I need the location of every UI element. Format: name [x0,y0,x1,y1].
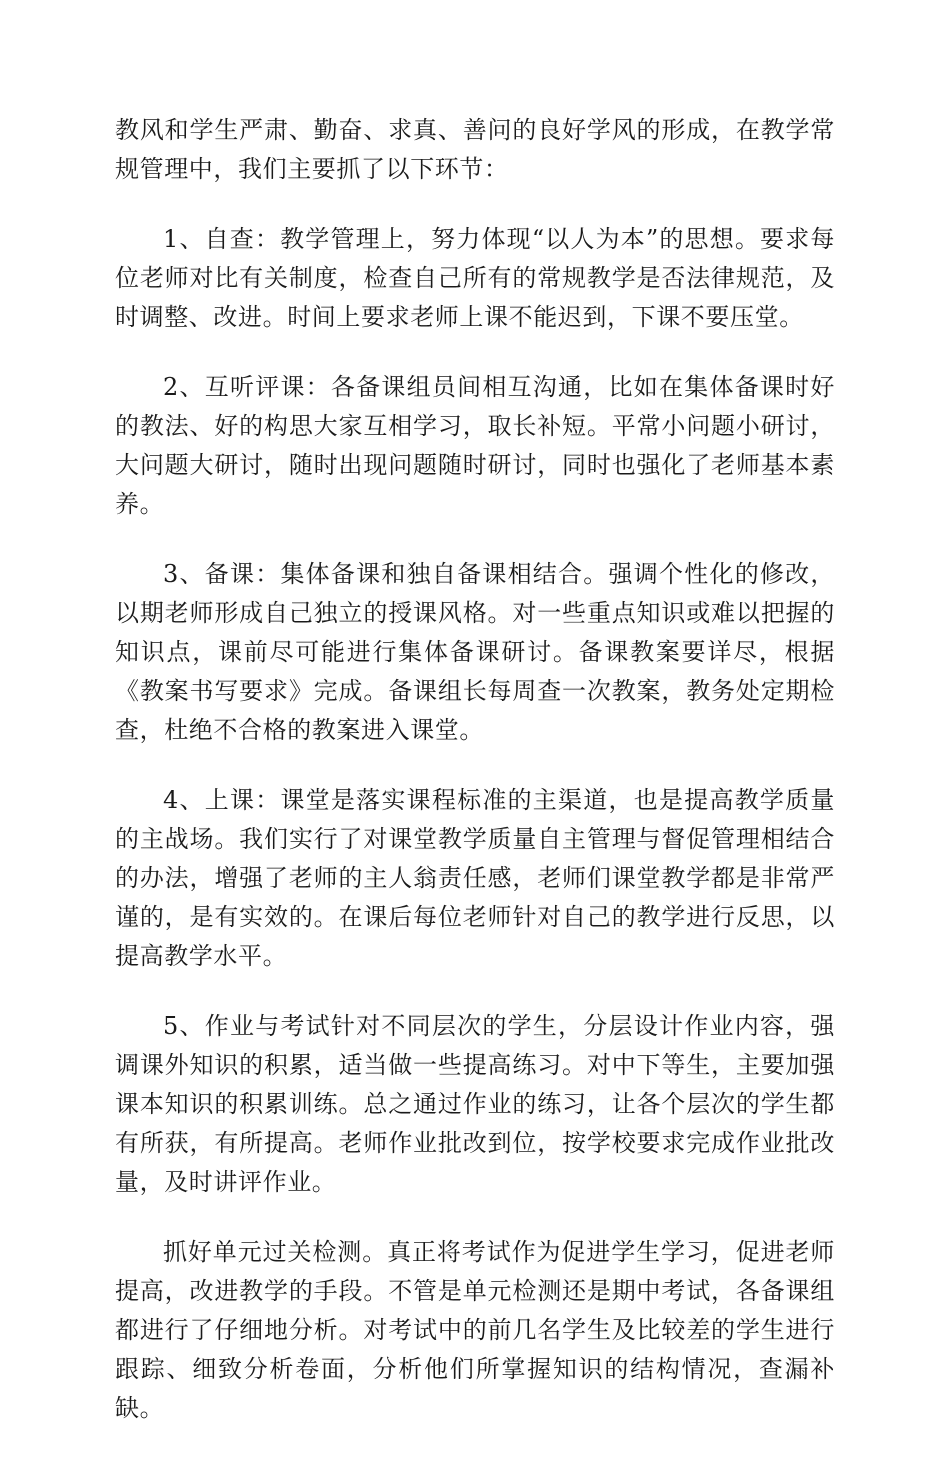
paragraph-peer-review: 2、互听评课：各备课组员间相互沟通，比如在集体备课时好的教法、好的构思大家互相学习，取长补短。平常小问题小研讨，大问题大研讨，随时出现问题随时研讨，同时也强化了老师基本素养。 [115,373,835,518]
paragraph-homework-exams: 5、作业与考试针对不同层次的学生，分层设计作业内容，强调课外知识的积累，适当做一些提高练习。对中下等生，主要加强课本知识的积累训练。总之通过作业的练习，让各个层次的学生都有所获，有所提高。老师作业批改到位，按学校要求完成作业批改量，及时讲评作业。 [115,1012,835,1196]
paragraph-lesson-prep: 3、备课：集体备课和独自备课相结合。强调个性化的修改，以期老师形成自己独立的授课风格。对一些重点知识或难以把握的知识点，课前尽可能进行集体备课研讨。备课教案要详尽，根据《教案书写要求》完成。备课组长每周查一次教案，教务处定期检查，杜绝不合格的教案进入课堂。 [115,560,835,744]
document-body [115,111,835,1459]
paragraph-class-teaching: 4、上课：课堂是落实课程标准的主渠道，也是提高教学质量的主战场。我们实行了对课堂教学质量自主管理与督促管理相结合的办法，增强了老师的主人翁责任感，老师们课堂教学都是非常严谨的，是有实效的。在课后每位老师针对自己的教学进行反思，以提高教学水平。 [115,786,835,970]
paragraph-unit-tests: 抓好单元过关检测。真正将考试作为促进学生学习，促进老师提高，改进教学的手段。不管是单元检测还是期中考试，各备课组都进行了仔细地分析。对考试中的前几名学生及比较差的学生进行跟踪、细致分析卷面，分析他们所掌握知识的结构情况，查漏补缺。 [115,1238,835,1422]
paragraph-self-check: 1、自查：教学管理上，努力体现“以人为本”的思想。要求每位老师对比有关制度，检查自己所有的常规教学是否法律规范，及时调整、改进。时间上要求老师上课不能迟到，下课不要压堂。 [115,225,835,331]
paragraph-teaching-style: 教风和学生严肃、勤奋、求真、善问的良好学风的形成，在教学常规管理中，我们主要抓了以下环节： [115,116,835,183]
